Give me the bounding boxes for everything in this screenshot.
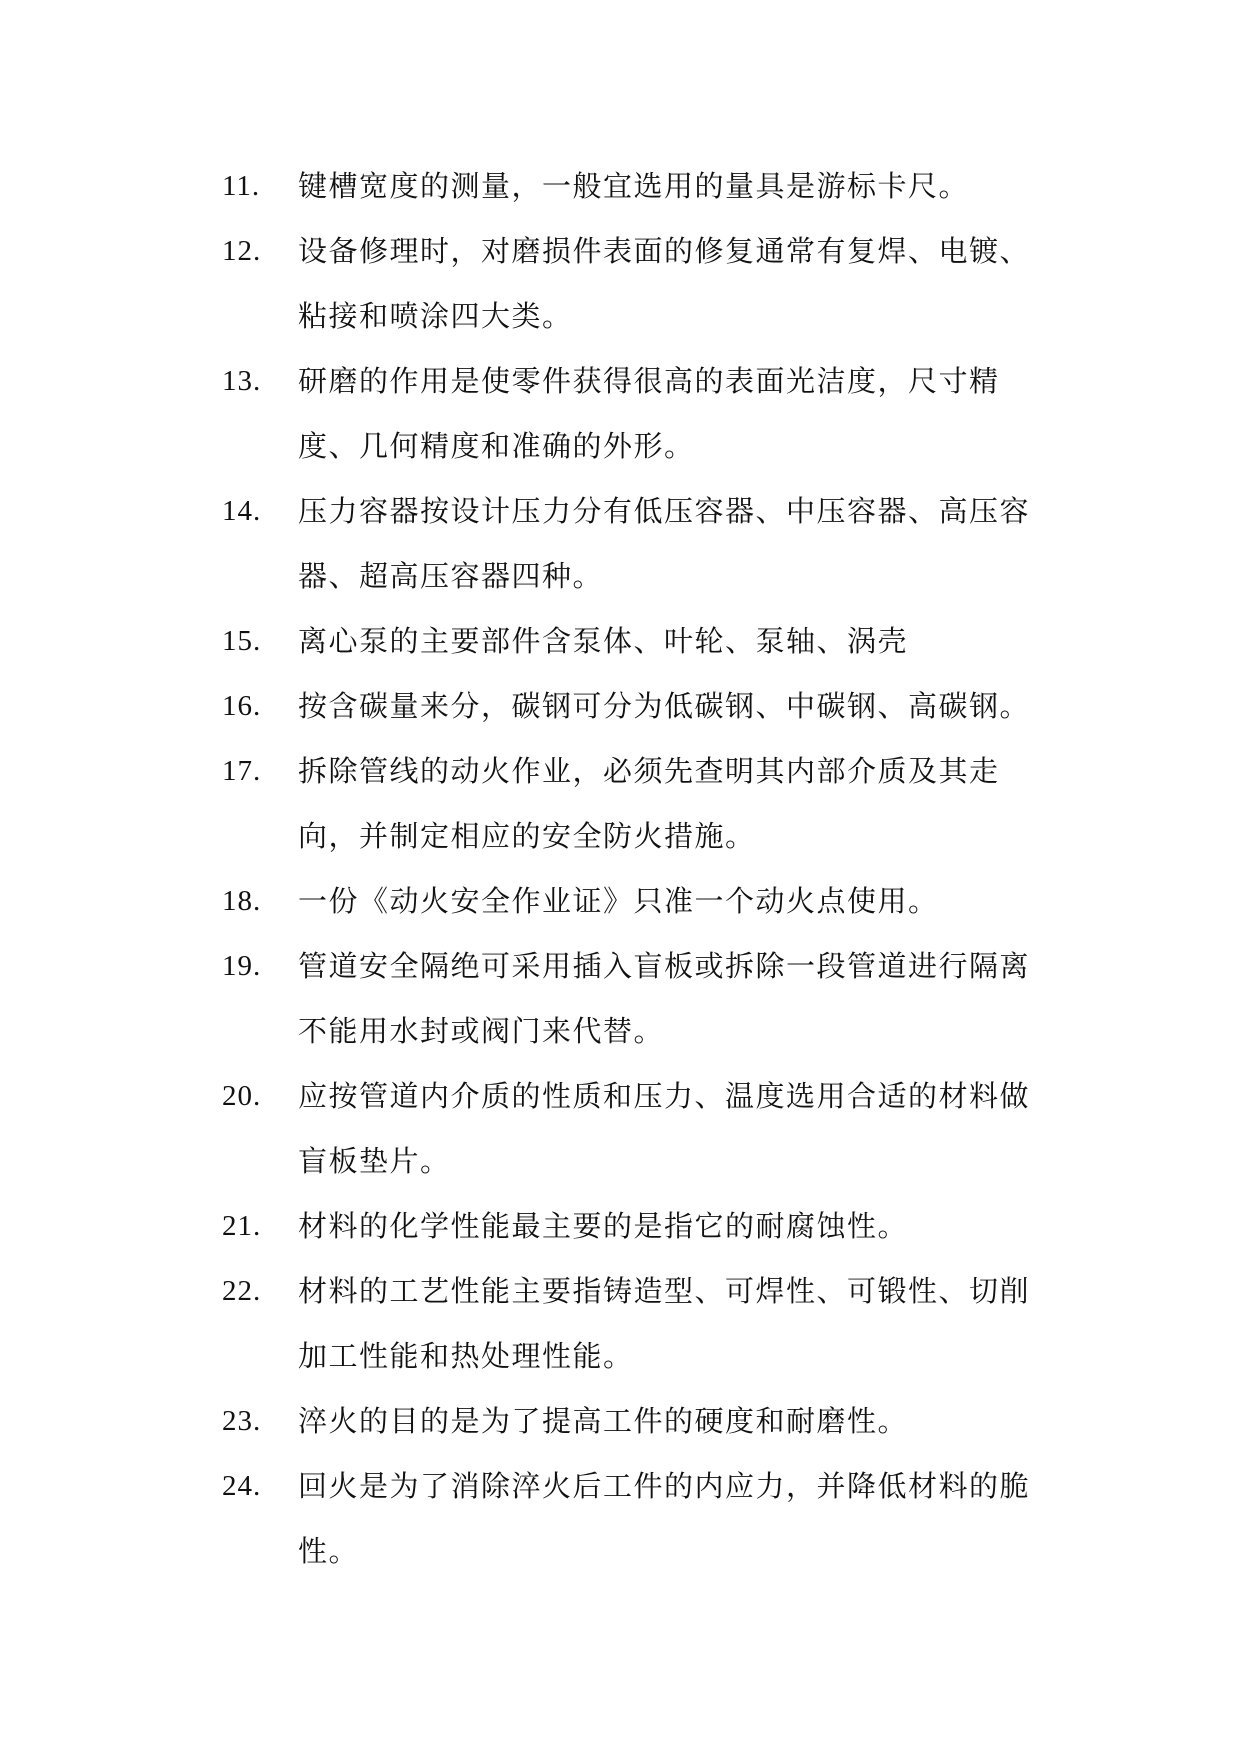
- list-item: [222, 674, 1052, 739]
- list-item: [222, 869, 1052, 934]
- list-item: [222, 739, 1052, 869]
- item-text: 拆除管线的动火作业，必须先查明其内部介质及其走向，并制定相应的安全防火措施。: [298, 754, 1000, 853]
- item-number: 16.: [222, 690, 262, 722]
- item-text: 设备修理时，对磨损件表面的修复通常有复焊、电镀、粘接和喷涂四大类。: [298, 234, 1031, 333]
- item-number: 11.: [222, 170, 261, 202]
- item-text: 淬火的目的是为了提高工件的硬度和耐磨性。: [298, 1404, 909, 1438]
- item-text: 回火是为了消除淬火后工件的内应力，并降低材料的脆性。: [298, 1469, 1031, 1568]
- item-number: 24.: [222, 1470, 262, 1502]
- item-text: 按含碳量来分，碳钢可分为低碳钢、中碳钢、高碳钢。: [298, 689, 1031, 723]
- list-item: [222, 609, 1052, 674]
- list-item: [222, 934, 1052, 1064]
- item-text: 管道安全隔绝可采用插入盲板或拆除一段管道进行隔离不能用水封或阀门来代替。: [298, 949, 1031, 1048]
- list-item: [222, 479, 1052, 609]
- list-item: [222, 1194, 1052, 1259]
- item-text: 材料的化学性能最主要的是指它的耐腐蚀性。: [298, 1209, 909, 1243]
- item-number: 18.: [222, 885, 262, 917]
- question-list: [222, 154, 1052, 1584]
- item-number: 14.: [222, 495, 262, 527]
- item-text: 压力容器按设计压力分有低压容器、中压容器、高压容器、超高压容器四种。: [298, 494, 1031, 593]
- item-number: 21.: [222, 1210, 262, 1242]
- item-text: 研磨的作用是使零件获得很高的表面光洁度，尺寸精度、几何精度和准确的外形。: [298, 364, 1000, 463]
- item-text: 应按管道内介质的性质和压力、温度选用合适的材料做盲板垫片。: [298, 1079, 1031, 1178]
- item-text: 键槽宽度的测量，一般宜选用的量具是游标卡尺。: [298, 169, 970, 203]
- list-item: [222, 1064, 1052, 1194]
- item-number: 22.: [222, 1275, 262, 1307]
- list-item: [222, 154, 1052, 219]
- item-number: 15.: [222, 625, 262, 657]
- list-item: [222, 1259, 1052, 1389]
- list-item: [222, 349, 1052, 479]
- item-number: 23.: [222, 1405, 262, 1437]
- item-number: 13.: [222, 365, 262, 397]
- list-item: [222, 1454, 1052, 1584]
- item-number: 20.: [222, 1080, 262, 1112]
- item-text: 离心泵的主要部件含泵体、叶轮、泵轴、涡壳: [298, 624, 909, 658]
- list-item: [222, 1389, 1052, 1454]
- list-item: [222, 219, 1052, 349]
- item-text: 一份《动火安全作业证》只准一个动火点使用。: [298, 884, 939, 918]
- item-number: 17.: [222, 755, 262, 787]
- item-number: 12.: [222, 235, 262, 267]
- item-text: 材料的工艺性能主要指铸造型、可焊性、可锻性、切削加工性能和热处理性能。: [298, 1274, 1031, 1373]
- item-number: 19.: [222, 950, 262, 982]
